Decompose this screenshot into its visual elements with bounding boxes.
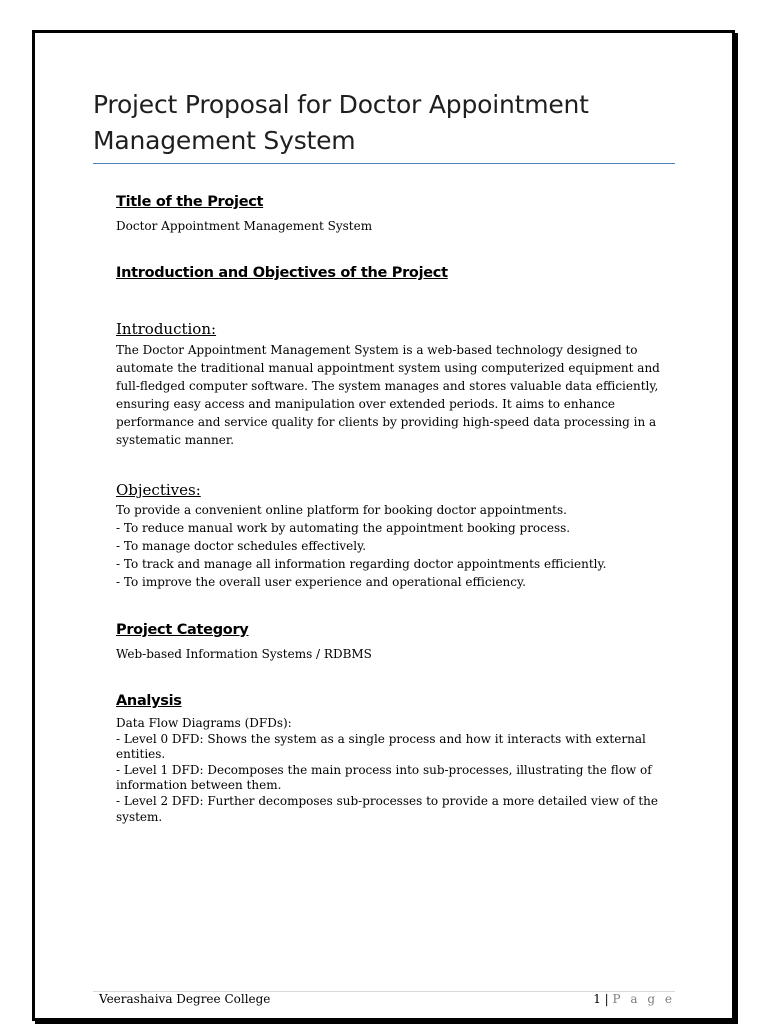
intro-line: The Doctor Appointment Management System is a web-based technology designed to [116,343,638,357]
intro-line: full-fledged computer software. The system manages and stores valuable data efficiently, [116,379,659,393]
footer-page-indicator [593,992,675,1006]
heading-analysis: Analysis [116,693,182,709]
intro-line: performance and service quality for clients by providing high-speed data processing in a [116,415,657,429]
intro-line: systematic manner. [116,433,235,447]
document-title: Project Proposal for Doctor Appointment Management System [93,90,589,155]
dfd-level2-line1: - Level 2 DFD: Further decomposes sub-processes to provide a more detailed view of the [116,793,658,808]
page-number: 1 [593,992,601,1006]
objective-item: - To manage doctor schedules effectively. [116,539,367,553]
analysis-content [116,716,666,825]
heading-objectives: Objectives: [116,481,201,499]
title-underline [93,163,675,164]
project-title-text: Doctor Appointment Management System [116,219,373,233]
heading-introduction: Introduction: [116,320,217,338]
dfd-level0-line2: entities. [116,747,166,762]
intro-line: ensuring easy access and manipulation over extended periods. It aims to enhance [116,397,616,411]
dfd-level0-line1: - Level 0 DFD: Shows the system as a single process and how it interacts with external [116,731,646,746]
dfd-level1-line1: - Level 1 DFD: Decomposes the main process into sub-processes, illustrating the flow of [116,762,652,777]
heading-title-of-project: Title of the Project [116,194,264,210]
footer-college-name: Veerashaiva Degree College [99,992,271,1006]
heading-project-category: Project Category [116,622,249,638]
objective-item: - To track and manage all information regarding doctor appointments efficiently. [116,557,607,571]
dfd-level2-line2: system. [116,809,163,824]
objective-item: - To reduce manual work by automating the appointment booking process. [116,521,571,535]
intro-line: automate the traditional manual appointment system using computerized equipment and [116,361,660,375]
objective-item: - To improve the overall user experience and operational efficiency. [116,575,526,589]
page-label: P a g e [612,992,675,1006]
objective-item: To provide a convenient online platform for booking doctor appointments. [116,503,567,517]
page-separator: | [604,992,609,1006]
introduction-paragraph [116,341,666,449]
heading-intro-objectives: Introduction and Objectives of the Project [116,265,448,281]
dfd-intro: Data Flow Diagrams (DFDs): [116,716,292,730]
objectives-list [116,501,666,591]
project-category-text: Web-based Information Systems / RDBMS [116,647,372,661]
dfd-level1-line2: information between them. [116,778,282,793]
